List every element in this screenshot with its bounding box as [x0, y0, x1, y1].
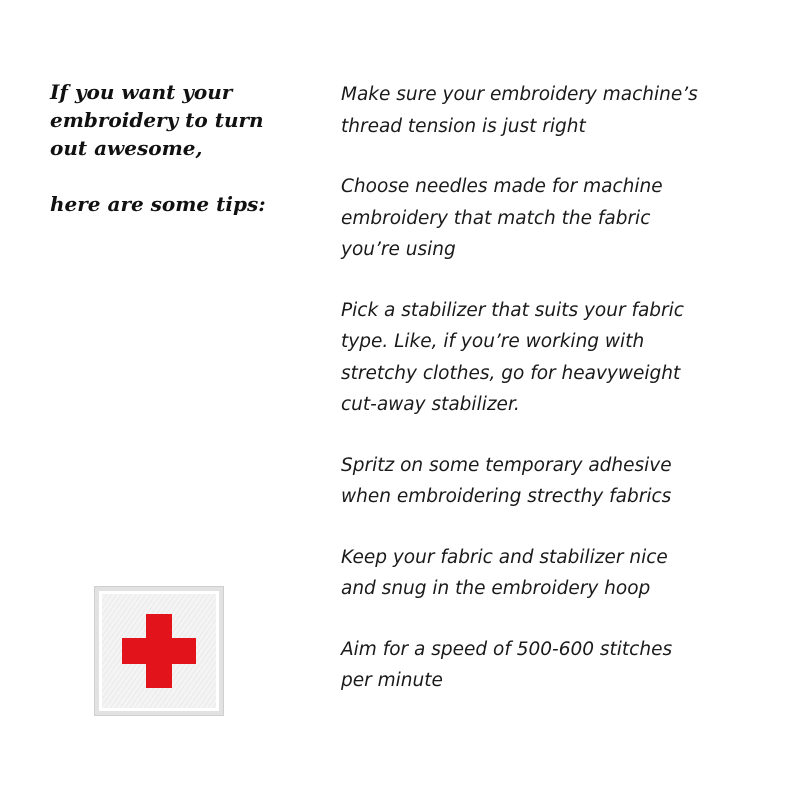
tip-line: cut-away stabilizer.: [341, 394, 520, 415]
tip-line: Pick a stabilizer that suits your fabric: [341, 299, 684, 321]
tip-line: embroidery that match the fabric: [341, 207, 651, 229]
red-cross-patch: [95, 587, 223, 715]
red-cross-patch-icon: [99, 591, 219, 711]
intro-heading-line: If you want your: [50, 80, 233, 104]
tip-line: Keep your fabric and stabilizer nice: [341, 546, 668, 568]
intro-heading: [50, 78, 310, 218]
tip-line: Aim for a speed of 500-600 stitches: [341, 638, 673, 660]
tip-line: and snug in the embroidery hoop: [341, 578, 651, 599]
tip-item: [341, 450, 771, 513]
intro-heading-line: out awesome,: [50, 136, 203, 160]
heading-spacer: [50, 162, 310, 190]
intro-heading-line: here are some tips:: [50, 192, 266, 216]
tip-line: Choose needles made for machine: [341, 176, 663, 197]
tips-list: [341, 79, 771, 726]
tip-item: [341, 295, 771, 421]
tip-line: thread tension is just right: [341, 115, 586, 137]
tip-line: stretchy clothes, go for heavyweight: [341, 362, 681, 384]
tip-item: [341, 171, 771, 266]
tip-line: Spritz on some temporary adhesive: [341, 454, 672, 476]
intro-heading-line: embroidery to turn: [50, 108, 264, 132]
tip-line: when embroidering strecthy fabrics: [341, 486, 672, 507]
tip-line: Make sure your embroidery machine’s: [341, 84, 698, 105]
tip-item: [341, 542, 771, 605]
tip-item: [341, 634, 771, 697]
tip-line: per minute: [341, 670, 443, 691]
tip-line: type. Like, if you’re working with: [341, 331, 645, 352]
tip-line: you’re using: [341, 239, 456, 260]
tip-item: [341, 79, 771, 142]
